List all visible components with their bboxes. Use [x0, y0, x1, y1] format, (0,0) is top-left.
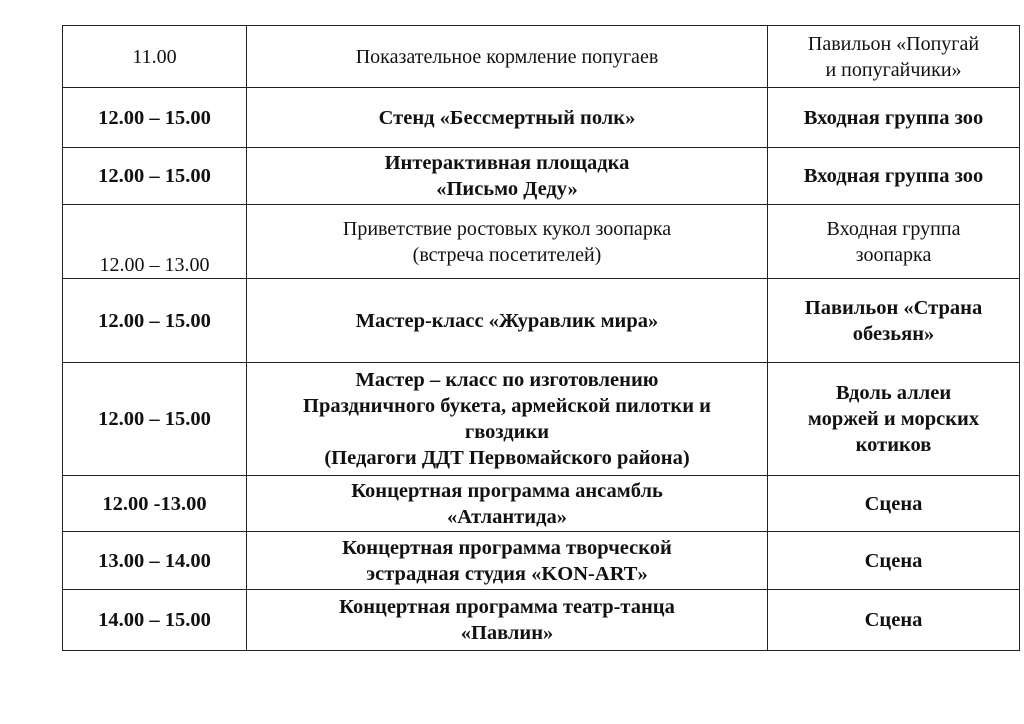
place-cell: Входная группа зоо — [768, 88, 1020, 148]
place-cell: Входная группа зоопарка — [768, 205, 1020, 279]
event-cell: Стенд «Бессмертный полк» — [247, 88, 768, 148]
table-row — [63, 476, 1020, 532]
table-row — [63, 88, 1020, 148]
event-cell: Концертная программа ансамбль «Атлантида» — [247, 476, 768, 532]
place-cell: Сцена — [768, 590, 1020, 651]
event-cell: Интерактивная площадка «Письмо Деду» — [247, 148, 768, 205]
table-row — [63, 590, 1020, 651]
event-cell: Мастер – класс по изготовлению Праздничного букета, армейской пилотки и гвоздики (Педагоги ДДТ Первомайского района) — [247, 363, 768, 476]
event-cell: Концертная программа творческой эстрадная студия «KON-ART» — [247, 532, 768, 590]
time-cell: 13.00 – 14.00 — [63, 532, 247, 590]
table-row — [63, 532, 1020, 590]
table-row — [63, 279, 1020, 363]
event-cell: Приветствие ростовых кукол зоопарка (встреча посетителей) — [247, 205, 768, 279]
time-cell: 14.00 – 15.00 — [63, 590, 247, 651]
time-cell: 11.00 — [63, 26, 247, 88]
time-cell: 12.00 – 15.00 — [63, 88, 247, 148]
schedule-table — [62, 25, 1020, 651]
table-row — [63, 205, 1020, 279]
place-cell: Сцена — [768, 532, 1020, 590]
time-cell: 12.00 -13.00 — [63, 476, 247, 532]
place-cell: Сцена — [768, 476, 1020, 532]
place-cell: Павильон «Страна обезьян» — [768, 279, 1020, 363]
table-row — [63, 26, 1020, 88]
time-cell: 12.00 – 15.00 — [63, 148, 247, 205]
event-cell: Концертная программа театр-танца «Павлин» — [247, 590, 768, 651]
time-cell: 12.00 – 15.00 — [63, 279, 247, 363]
table-row — [63, 363, 1020, 476]
event-cell: Мастер-класс «Журавлик мира» — [247, 279, 768, 363]
time-cell: 12.00 – 15.00 — [63, 363, 247, 476]
time-cell: 12.00 – 13.00 — [63, 205, 247, 279]
place-cell: Вдоль аллеи моржей и морских котиков — [768, 363, 1020, 476]
table-row — [63, 148, 1020, 205]
event-cell: Показательное кормление попугаев — [247, 26, 768, 88]
place-cell: Входная группа зоо — [768, 148, 1020, 205]
place-cell: Павильон «Попугай и попугайчики» — [768, 26, 1020, 88]
